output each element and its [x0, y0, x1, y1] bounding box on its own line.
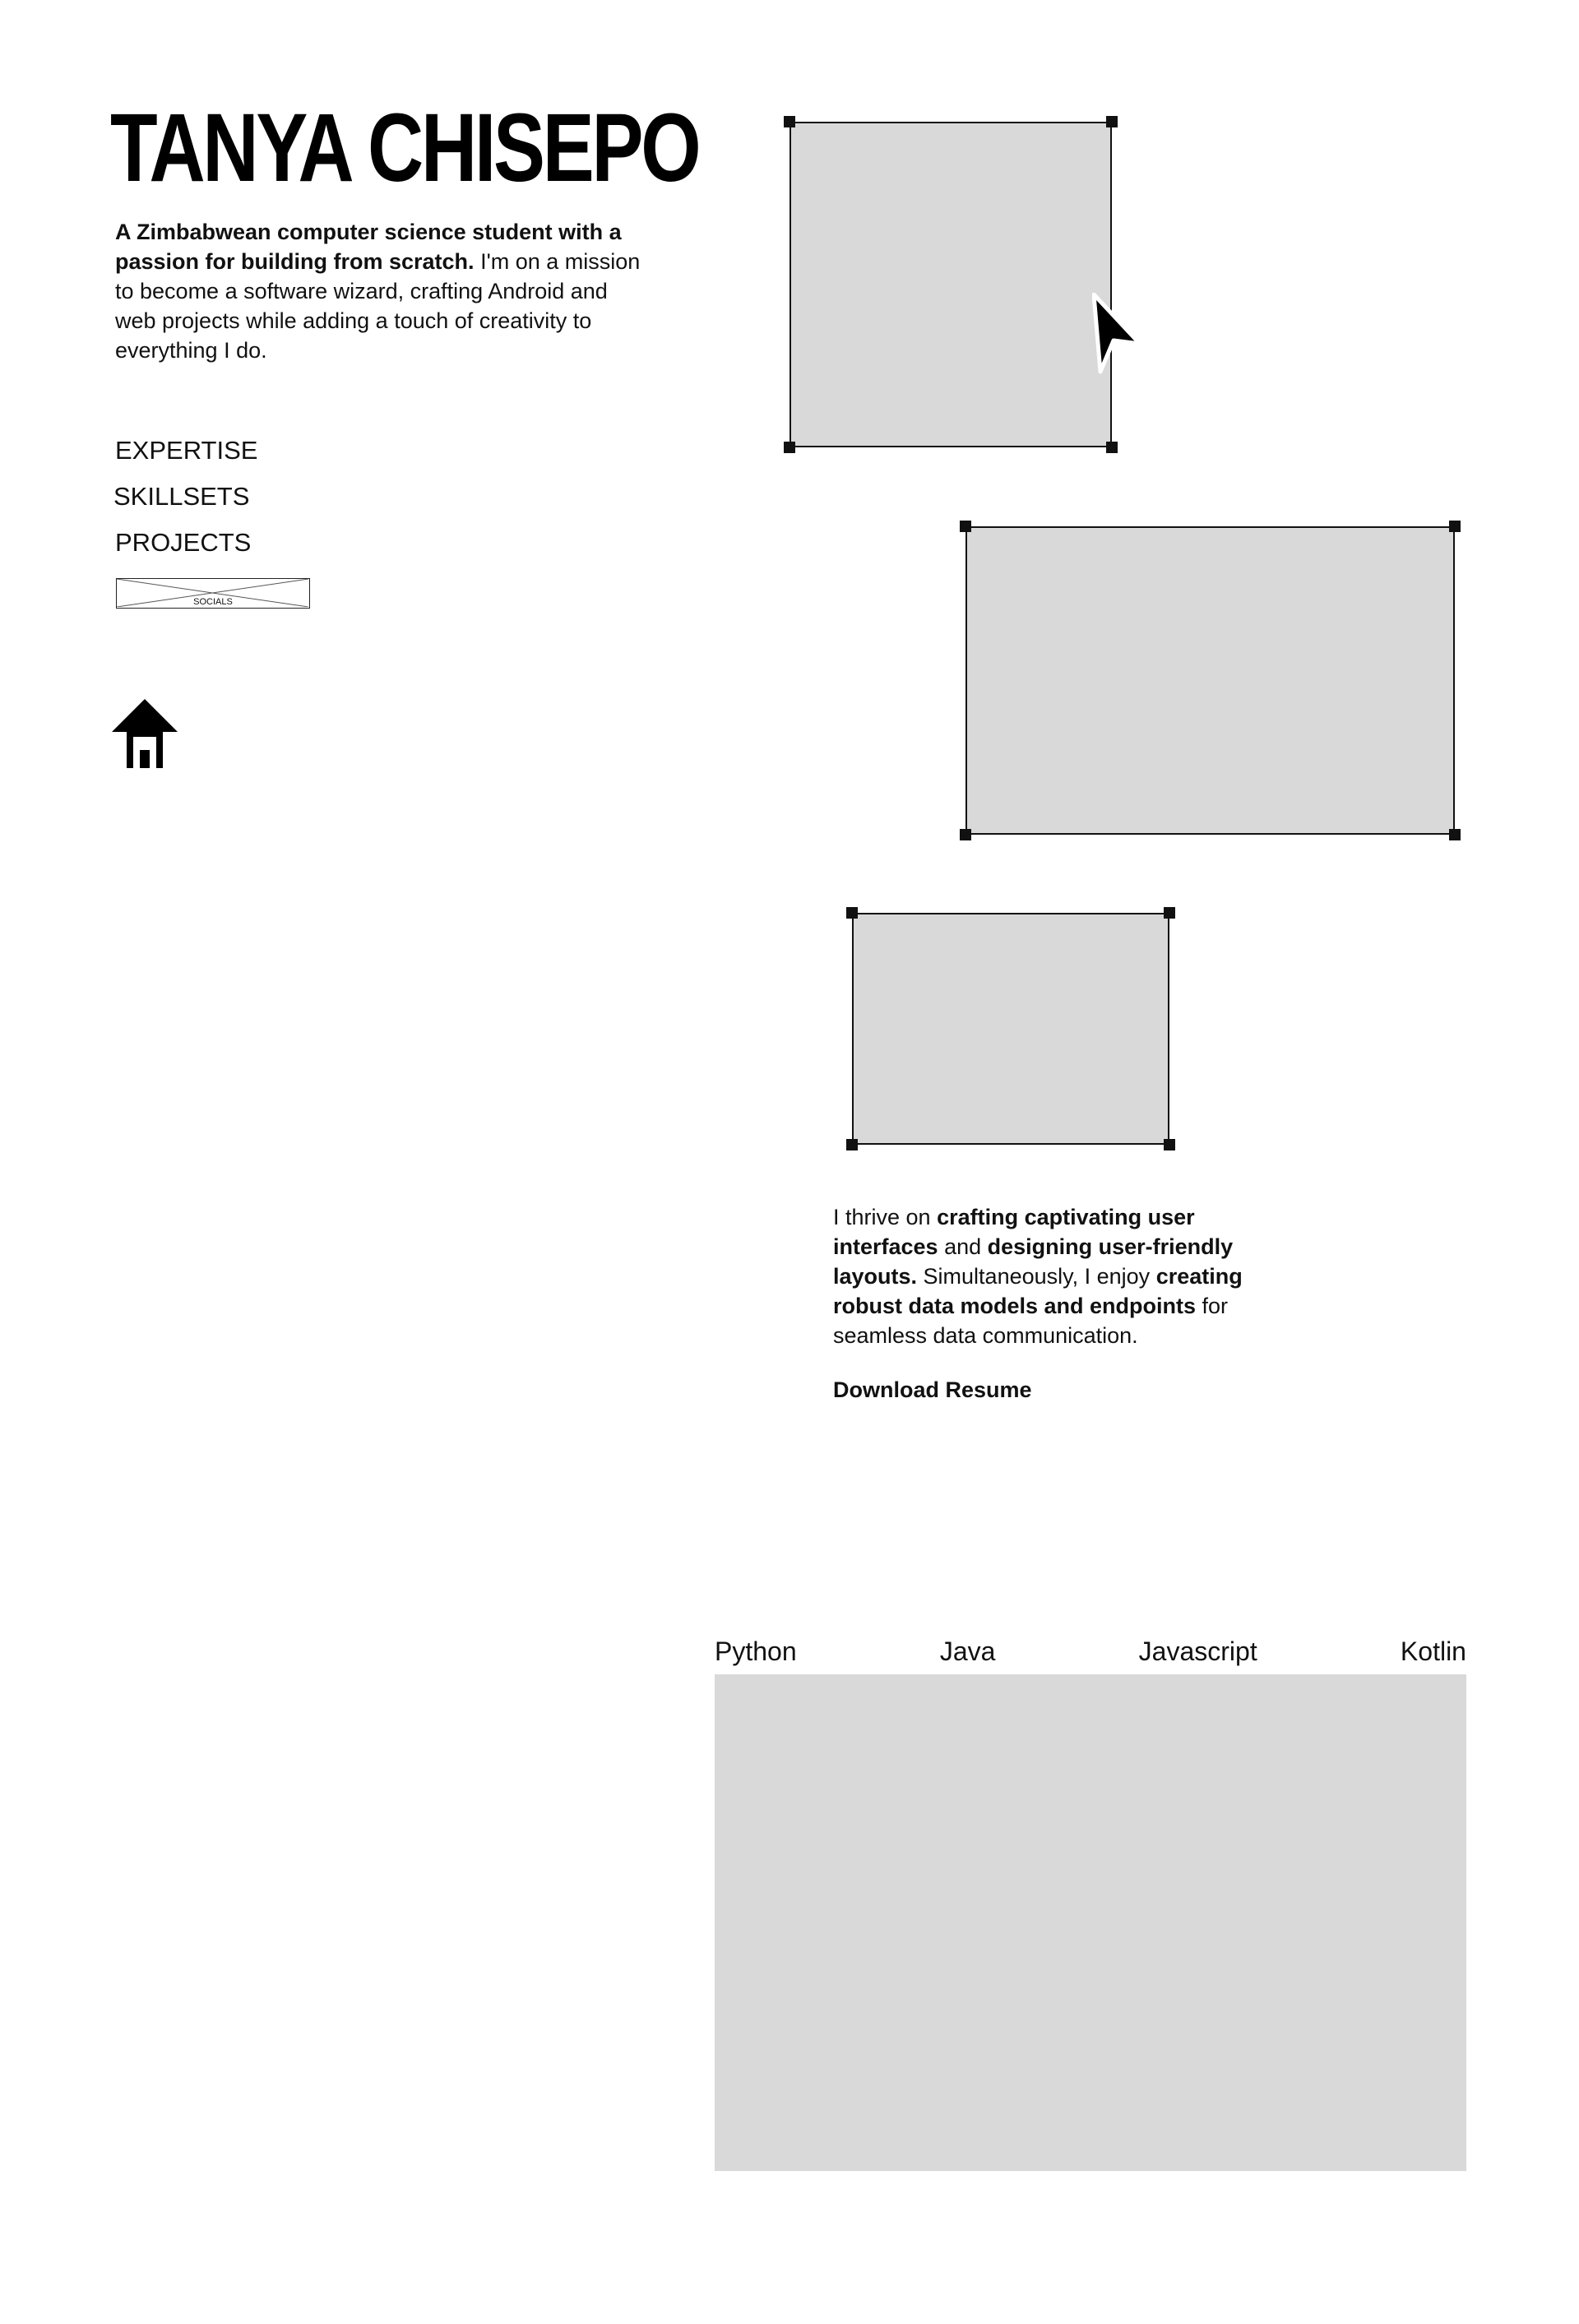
about-segment-bold: designing user-friendly layouts.: [833, 1234, 1234, 1289]
page-title: TANYA CHISEPO: [110, 94, 699, 202]
about-segment: Simultaneously, I enjoy: [917, 1264, 1156, 1289]
nav-item-projects[interactable]: PROJECTS: [115, 528, 252, 557]
about-segment: for seamless data communication.: [833, 1294, 1229, 1348]
socials-label: SOCIALS: [193, 597, 233, 607]
nav-item-skillsets[interactable]: SKILLSETS: [113, 482, 250, 511]
intro-paragraph: [115, 217, 641, 365]
resize-handle[interactable]: [1449, 829, 1461, 840]
resize-handle[interactable]: [960, 521, 971, 532]
intro-text: I'm on a mission to become a software wizard, crafting Android and web projects while adding a touch of creativity to everything I do.: [115, 249, 641, 363]
intro-bold-text: A Zimbabwean computer science student with a passion for building from scratch.: [115, 220, 622, 274]
about-segment: I thrive on: [833, 1205, 938, 1229]
tab-kotlin[interactable]: Kotlin: [1400, 1637, 1466, 1666]
about-segment-bold: crafting captivating user interfaces: [833, 1205, 1195, 1259]
resize-handle[interactable]: [1106, 442, 1118, 453]
image-frame-1[interactable]: [790, 122, 1112, 447]
resize-handle[interactable]: [846, 1139, 858, 1150]
cursor-arrow-icon: [1092, 293, 1141, 379]
tab-python[interactable]: Python: [715, 1637, 797, 1666]
resize-handle[interactable]: [960, 829, 971, 840]
tab-java[interactable]: Java: [939, 1637, 996, 1666]
socials-button[interactable]: [116, 578, 310, 609]
resize-handle[interactable]: [1106, 116, 1118, 127]
resize-handle[interactable]: [1164, 1139, 1175, 1150]
skills-tabs: [715, 1635, 1466, 1668]
about-paragraph: [833, 1202, 1277, 1350]
about-segment: and: [938, 1234, 988, 1259]
resize-handle[interactable]: [1449, 521, 1461, 532]
image-frame-3[interactable]: [852, 913, 1169, 1145]
resize-handle[interactable]: [784, 442, 795, 453]
skills-panel: [715, 1674, 1466, 2171]
image-frame-2[interactable]: [965, 526, 1455, 835]
about-segment-bold: creating robust data models and endpoints: [833, 1264, 1243, 1318]
resize-handle[interactable]: [1164, 907, 1175, 919]
home-icon[interactable]: [110, 697, 179, 774]
resize-handle[interactable]: [846, 907, 858, 919]
tab-javascript[interactable]: Javascript: [1138, 1637, 1257, 1666]
download-resume-link[interactable]: Download Resume: [833, 1377, 1032, 1402]
nav-item-expertise[interactable]: EXPERTISE: [115, 436, 258, 465]
resize-handle[interactable]: [784, 116, 795, 127]
